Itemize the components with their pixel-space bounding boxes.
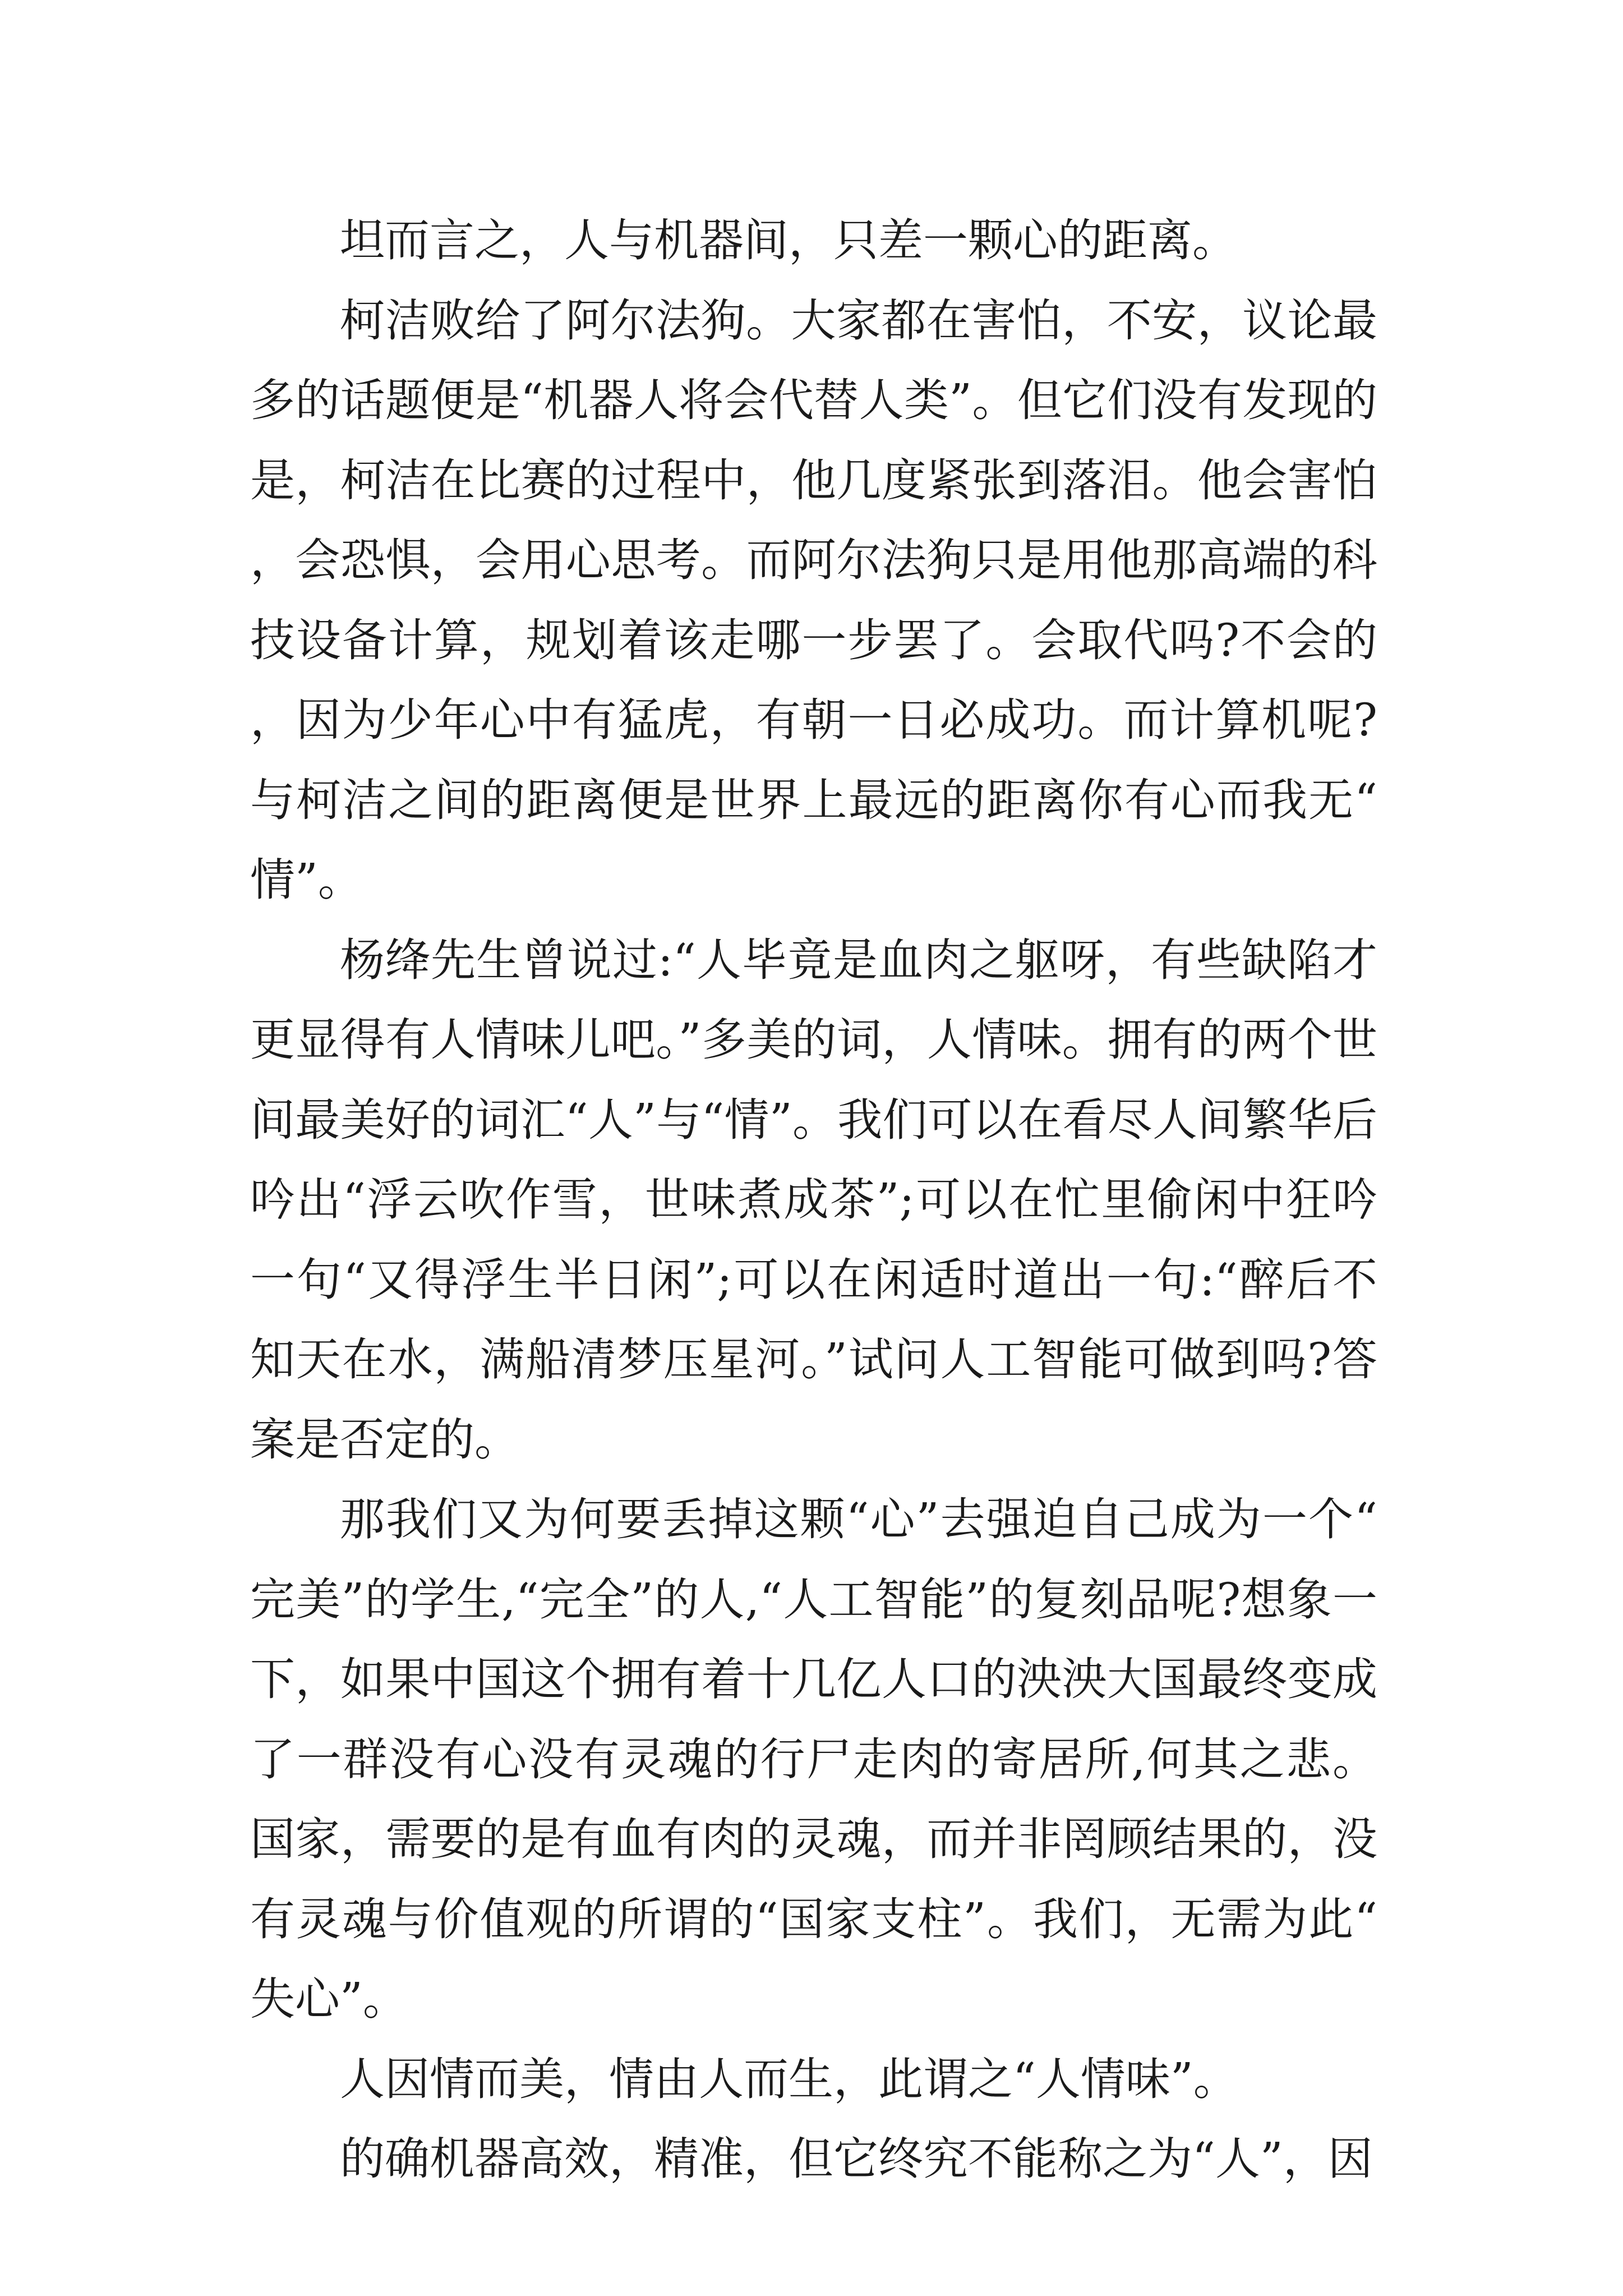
- paragraph-5: 人因情而美，情由人而生，此谓之“人情味”。: [340, 2053, 1238, 2105]
- paragraph-6: 的确机器高效，精准，但它终究不能称之为“人”，因: [340, 2133, 1373, 2185]
- essay-body: [250, 201, 1377, 2200]
- paragraph-4: 那我们又为何要丢掉这颗“心”去强迫自己成为一个“完美”的学生,“完全”的人,“人工智能”的复刻品呢?想象一下，如果中国这个拥有着十几亿人口的泱泱大国最终变成了一群没有心没有灵魂的行尸走肉的寄居所,何其之悲。国家，需要的是有血有肉的灵魂，而并非罔顾结果的，没有灵魂与价值观的所谓的“国家支柱”。我们，无需为此“失心”。: [250, 1493, 1377, 2025]
- paragraph-1: 坦而言之，人与机器间，只差一颗心的距离。: [340, 214, 1237, 266]
- paragraph-2: 柯洁败给了阿尔法狗。大家都在害怕，不安，议论最多的话题便是“机器人将会代替人类”。但它们没有发现的是，柯洁在比赛的过程中，他几度紧张到落泪。他会害怕，会恐惧，会用心思考。而阿尔法狗只是用他那高端的科技设备计算，规划着该走哪一步罢了。会取代吗?不会的，因为少年心中有猛虎，有朝一日必成功。而计算机呢?与柯洁之间的距离便是世界上最远的距离你有心而我无“情”。: [250, 294, 1377, 906]
- paragraph-3: 杨绛先生曾说过:“人毕竟是血肉之躯呀，有些缺陷才更显得有人情味儿吧。”多美的词，人情味。拥有的两个世间最美好的词汇“人”与“情”。我们可以在看尽人间繁华后吟出“浮云吹作雪，世味煮成茶”;可以在忙里偷闲中狂吟一句“又得浮生半日闲”;可以在闲适时道出一句:“醉后不知天在水，满船清梦压星河。”试问人工智能可做到吗?答案是否定的。: [250, 933, 1377, 1466]
